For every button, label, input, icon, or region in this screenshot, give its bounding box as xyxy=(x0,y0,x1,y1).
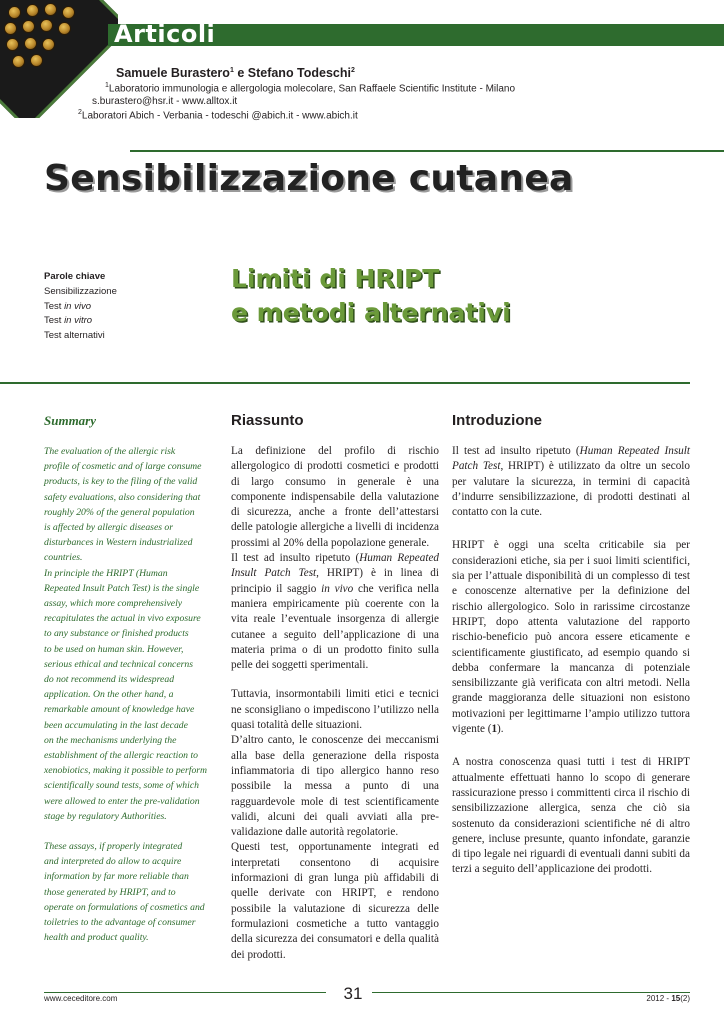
keyword-item: Sensibilizzazione xyxy=(44,285,117,297)
typewriter-key-icon xyxy=(8,6,21,19)
summary-line: scientifically sound tests, some of which xyxy=(44,780,199,792)
summary-paragraph-3 xyxy=(44,839,212,945)
author-1: Samuele Burastero xyxy=(116,66,230,80)
footer-divider-right xyxy=(372,992,690,993)
summary-line: The evaluation of the allergic risk xyxy=(44,446,176,457)
summary-line: health and product quality. xyxy=(44,932,149,944)
introduzione-column xyxy=(452,410,690,878)
summary-line: been accumulating in the last decade xyxy=(44,719,188,731)
typewriter-key-icon xyxy=(24,37,37,50)
summary-line: those generated by HRIPT, and to xyxy=(44,886,176,898)
summary-paragraph-2 xyxy=(44,566,212,824)
summary-heading: Summary xyxy=(44,413,97,428)
typewriter-key-icon xyxy=(26,4,39,17)
summary-paragraph-1 xyxy=(44,444,212,566)
keywords-heading: Parole chiave xyxy=(44,271,106,282)
typewriter-key-icon xyxy=(4,22,17,35)
riassunto-paragraph: Tuttavia, insormontabili limiti etici e tecnici ne sconsigliano o impediscono l’utilizzo nella quasi totalità delle situazioni. xyxy=(231,688,439,732)
keyword-item: Test in vitro xyxy=(44,315,93,327)
summary-line: application. On the other hand, a xyxy=(44,689,174,701)
summary-line: operate on formulations of cosmetics and xyxy=(44,901,205,913)
introduzione-paragraph: Il test ad insulto ripetuto (Human Repeated Insult Patch Test, HRIPT) è utilizzato da oltre un secolo per valutare la sicurezza, in termini di capacità d’indurre sensibilizzazione, di prodotti destinati al contatto con la cute. xyxy=(452,445,690,519)
summary-line: remarkable amount of knowledge have xyxy=(44,704,195,716)
riassunto-heading: Riassunto xyxy=(231,412,304,429)
introduzione-heading: Introduzione xyxy=(452,412,542,429)
summary-line: information by far more reliable than xyxy=(44,871,189,883)
summary-line: establishment of the allergic reaction to xyxy=(44,750,198,762)
footer-issue: 2012 - 15(2) xyxy=(646,994,690,1003)
subtitle-line-2: e metodi alternativi xyxy=(231,298,511,327)
header-divider xyxy=(130,150,724,152)
riassunto-paragraph: D’altro canto, le conoscenze dei meccanismi alla base della generazione della risposta infiammatoria di tipo allergico hanno reso possibile la messa a punto di una ragguardevole mole di test scientificamente validi, alcuni dei quali avviati alla pre-validazione dalle autorità regolatorie. xyxy=(231,734,439,839)
authors-line: Samuele Burastero$^1$ e Stefano Todeschi$^2$ xyxy=(116,66,355,80)
keywords-block xyxy=(44,270,117,344)
author-2: e Stefano Todeschi xyxy=(233,66,351,80)
keyword-item: Test in vivo xyxy=(44,300,91,312)
summary-line: xenobiotics, making it possible to perform xyxy=(44,765,208,777)
riassunto-paragraph: La definizione del profilo di rischio allergologico di prodotti cosmetici e prodotti di largo consumo in generale è una componente indispensabile della valutazione di sicurezza, anche a fronte dell’attestarsi delle patologie allergiche a livelli di incidenza prossimi al 20% della popolazione generale. xyxy=(231,445,439,549)
typewriter-key-icon xyxy=(6,38,19,51)
reference-number: 1 xyxy=(491,723,498,736)
riassunto-paragraph: Questi test, opportunamente integrati ed interpretati consentono di acquisire informazioni di gran lunga più affidabili di quelle derivate con HRIPT, e rendono possibile la valutazione di sicurezza delle formulazioni cosmetiche a tutto vantaggio della sicurezza dei consumatori e della qualità dei prodotti. xyxy=(231,841,439,961)
summary-line: serious ethical and technical concerns xyxy=(44,658,194,670)
summary-line: and interpreted do allow to acquire xyxy=(44,856,182,868)
typewriter-key-icon xyxy=(22,20,35,33)
typewriter-key-icon xyxy=(58,22,71,35)
article-subtitle xyxy=(231,262,511,330)
summary-line: Repeated Insult Patch Test) is the single xyxy=(44,582,200,594)
subtitle-line-1: Limiti di HRIPT xyxy=(231,264,440,293)
summary-line: do not recommend its widespread xyxy=(44,674,175,686)
page-number: 31 xyxy=(343,984,363,1003)
summary-line: is affected by allergic diseases or xyxy=(44,522,174,534)
affiliation-2: $^2$Laboratori Abich - Verbania - todeschi @abich.it - www.abich.it xyxy=(78,109,358,122)
typewriter-key-icon xyxy=(30,54,43,67)
summary-line: to be used on human skin. However, xyxy=(44,643,184,655)
summary-line: stage by regulatory Authorities. xyxy=(44,810,167,822)
summary-line: to any substance or finished products xyxy=(44,628,189,640)
summary-line: assay, which more comprehensively xyxy=(44,598,183,610)
typewriter-key-icon xyxy=(42,38,55,51)
summary-line: were allowed to enter the pre-validation xyxy=(44,795,200,807)
riassunto-column xyxy=(231,410,439,963)
summary-line: recapitulates the actual in vivo exposure xyxy=(44,613,201,625)
typewriter-key-icon xyxy=(12,55,25,68)
introduzione-paragraph: HRIPT è oggi una scelta criticabile sia per considerazioni etiche, sia per i suoi limiti scientifici, sia per l’attuale disponibilità di un complesso di test e conoscenze alternative per la definizione del rischio allergologico. Solo in rarissime circostanze HRIPT, dopo attenta valutazione del rapporto rischio-beneficio può ancora essere eticamente e scientificamente giustificato, ad esempio quando si debba confermare la mancanza di potenziale sensibilizzante già verificata con altri metodi. Nella grande maggioranza delle situazioni non esistono motivazioni per legittimarne l’ampio utilizzo tuttora vigente (1). xyxy=(452,539,690,736)
affiliation-1-contact: s.burastero@hsr.it - www.alltox.it xyxy=(92,96,238,107)
summary-line: roughly 20% of the general population xyxy=(44,506,195,518)
summary-line: In principle the HRIPT (Human xyxy=(44,567,168,579)
typewriter-key-icon xyxy=(40,19,53,32)
typewriter-key-icon xyxy=(44,3,57,16)
summary-line: These assays, if properly integrated xyxy=(44,841,183,853)
section-divider xyxy=(0,382,690,384)
section-label: Articoli xyxy=(114,20,216,48)
summary-line: products, is key to the filing of the valid xyxy=(44,476,198,488)
summary-column xyxy=(44,410,212,946)
summary-line: disturbances in Western industrialized xyxy=(44,537,193,549)
summary-line: on the mechanisms underlying the xyxy=(44,734,177,746)
riassunto-paragraph: Il test ad insulto ripetuto (Human Repeated Insult Patch Test, HRIPT) è in linea di principio il saggio in vivo che verifica nella maniera empiricamente più coerente con la vita reale l’eventuale insorgenza di allergie cutanee a seguito dell’applicazione di una materia prima o di un prodotto finito sulla pelle dei soggetti sperimentali. xyxy=(231,552,439,672)
summary-line: toiletries to the advantage of consumer xyxy=(44,917,196,929)
article-title: Sensibilizzazione cutanea xyxy=(44,158,574,199)
summary-line: profile of cosmetic and of large consume xyxy=(44,461,202,473)
keyword-item: Test alternativi xyxy=(44,330,105,342)
typewriter-key-icon xyxy=(62,6,75,19)
affiliation-1: $^1$Laboratorio immunologia e allergologia molecolare, San Raffaele Scientific Institute - Milano xyxy=(105,82,516,95)
introduzione-paragraph: A nostra conoscenza quasi tutti i test di HRIPT attualmente effettuati hanno lo scopo di generare rassicurazione presso i committenti circa il rischio di sensibilizzazione allergica, senza che ciò sia sostenuto da considerazioni scientifiche né di altro genere, incluse presunte, quanto infondate, garanzie di tipo legale nei riguardi di eventuali danni subiti da terzi a seguito dell’applicazione dei prodotti. xyxy=(452,756,690,876)
summary-line: countries. xyxy=(44,552,83,564)
footer-divider-left xyxy=(44,992,326,993)
summary-line: safety evaluations, also considering that xyxy=(44,491,201,503)
footer-website: www.ceceditore.com xyxy=(44,994,118,1003)
